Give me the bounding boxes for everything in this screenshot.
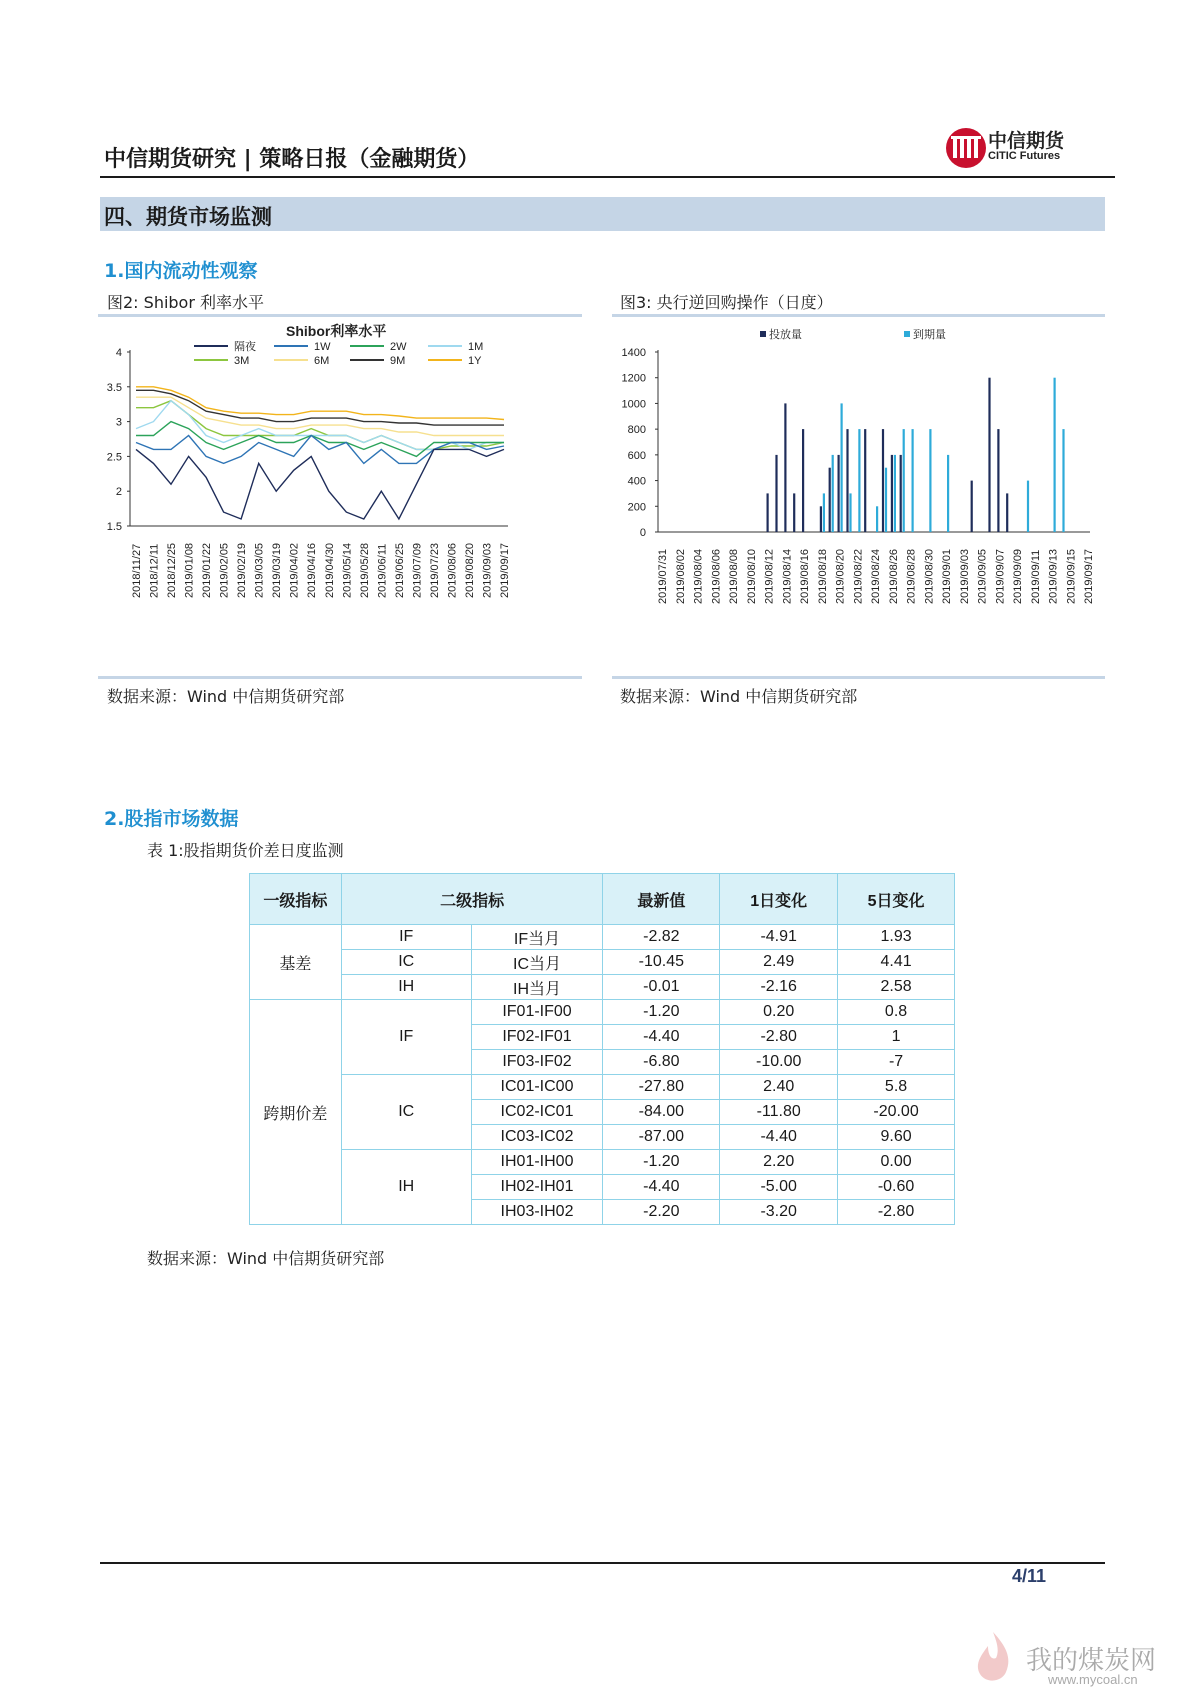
figure3-source: 数据来源：Wind 中信期货研究部 — [620, 687, 858, 706]
figure3-bottom-rule — [612, 676, 1105, 679]
legend-label: 1M — [468, 341, 484, 353]
bar-injection — [838, 455, 840, 532]
latest-value-cell: -1.20 — [603, 1000, 720, 1025]
bar-maturity — [912, 429, 914, 532]
x-tick-label: 2019/08/16 — [799, 548, 811, 604]
legend-label: 2W — [390, 341, 407, 353]
x-tick-label: 2019/08/04 — [692, 548, 705, 604]
repo-legend — [760, 327, 946, 341]
x-tick-label: 2019/08/14 — [781, 548, 794, 604]
series-line-6 — [136, 390, 504, 425]
flame-watermark-icon — [966, 1628, 1020, 1690]
series-line-0 — [136, 449, 504, 519]
subsection-heading-index: 2.股指市场数据 — [104, 808, 239, 830]
table-row — [250, 950, 955, 975]
x-tick-label: 2019/08/08 — [728, 548, 740, 604]
x-tick-label: 2019/09/05 — [976, 548, 989, 604]
bar-injection — [784, 403, 786, 532]
table-row — [250, 975, 955, 1000]
shibor-line-chart — [98, 318, 582, 674]
bar-injection — [864, 429, 866, 532]
header-1d-change: 1日变化 — [720, 874, 838, 925]
x-tick-label: 2019/08/22 — [852, 548, 865, 604]
x-tick-label: 2019/09/17 — [1083, 548, 1095, 604]
x-tick-label: 2019/08/18 — [816, 548, 829, 604]
legend-label: 隔夜 — [234, 341, 256, 353]
bar-injection — [891, 455, 893, 532]
figure2-caption: 图2: Shibor 利率水平 — [107, 293, 265, 312]
x-tick-label: 2019/01/22 — [201, 542, 214, 598]
table1-caption: 表 1:股指期货价差日度监测 — [147, 841, 344, 860]
contract-cell: IF — [341, 1000, 471, 1075]
spread-name-cell: IF01-IF00 — [471, 1000, 603, 1025]
latest-value-cell: -1.20 — [603, 1150, 720, 1175]
change-1d-cell: 2.40 — [720, 1075, 838, 1100]
legend-label: 投放量 — [769, 329, 802, 341]
change-5d-cell: 0.8 — [838, 1000, 955, 1025]
change-1d-cell: -11.80 — [720, 1100, 838, 1125]
x-tick-label: 2019/08/20 — [834, 548, 847, 604]
y-tick-label: 3 — [115, 416, 122, 429]
spread-name-cell: IH02-IH01 — [471, 1175, 603, 1200]
x-tick-label: 2019/09/03 — [481, 542, 494, 598]
header-level2: 二级指标 — [341, 874, 603, 925]
change-5d-cell: 9.60 — [838, 1125, 955, 1150]
legend-label: 到期量 — [913, 329, 946, 341]
contract-cell: IH — [341, 975, 471, 1000]
header-5d-change: 5日变化 — [838, 874, 955, 925]
x-tick-label: 2019/03/19 — [271, 542, 284, 598]
spread-name-cell: IH03-IH02 — [471, 1200, 603, 1225]
bar-maturity — [832, 455, 834, 532]
change-1d-cell: 2.49 — [720, 950, 838, 975]
bar-maturity — [1062, 429, 1064, 532]
bar-maturity — [823, 493, 825, 532]
change-1d-cell: 0.20 — [720, 1000, 838, 1025]
change-1d-cell: -4.40 — [720, 1125, 838, 1150]
x-tick-label: 2019/04/30 — [323, 542, 336, 598]
table1-source: 数据来源：Wind 中信期货研究部 — [147, 1249, 385, 1268]
x-tick-label: 2019/09/13 — [1047, 548, 1060, 604]
latest-value-cell: -2.82 — [603, 925, 720, 950]
shibor-y-axis — [107, 347, 130, 533]
bar-injection — [882, 429, 884, 532]
bar-maturity — [885, 468, 887, 532]
repo-x-axis — [657, 532, 1095, 604]
table-header-row — [250, 874, 955, 925]
spread-name-cell: IH01-IH00 — [471, 1150, 603, 1175]
y-tick-label: 1.5 — [106, 521, 122, 533]
shibor-x-axis — [130, 526, 511, 598]
x-tick-label: 2019/08/06 — [446, 542, 459, 598]
table-row — [250, 1150, 955, 1175]
change-5d-cell: 2.58 — [838, 975, 955, 1000]
bar-maturity — [1027, 481, 1029, 532]
y-tick-label: 2 — [115, 486, 122, 499]
x-tick-label: 2019/06/25 — [393, 542, 406, 598]
latest-value-cell: -6.80 — [603, 1050, 720, 1075]
bar-maturity — [929, 429, 931, 532]
x-tick-label: 2019/04/16 — [306, 542, 319, 598]
bar-injection — [971, 481, 973, 532]
spread-name-cell: IF当月 — [471, 925, 603, 950]
change-5d-cell: 1 — [838, 1025, 955, 1050]
x-tick-label: 2019/02/05 — [218, 542, 231, 598]
change-1d-cell: 2.20 — [720, 1150, 838, 1175]
change-5d-cell: -20.00 — [838, 1100, 955, 1125]
change-5d-cell: 5.8 — [838, 1075, 955, 1100]
x-tick-label: 2019/09/11 — [1029, 549, 1042, 604]
repo-bars — [767, 378, 1065, 532]
bar-injection — [997, 429, 999, 532]
x-tick-label: 2019/01/08 — [183, 542, 196, 598]
footer-divider — [100, 1562, 1105, 1564]
bar-maturity — [841, 403, 843, 532]
spread-monitor-table — [249, 873, 955, 1225]
contract-cell: IC — [341, 950, 471, 975]
x-tick-label: 2019/07/09 — [411, 542, 424, 598]
y-tick-label: 4 — [115, 347, 122, 359]
legend-label: 3M — [234, 355, 250, 367]
bar-maturity — [876, 506, 878, 532]
bar-injection — [900, 455, 902, 532]
shibor-chart-title: Shibor利率水平 — [286, 323, 387, 339]
y-tick-label: 3.5 — [106, 381, 122, 394]
change-1d-cell: -2.16 — [720, 975, 838, 1000]
bar-maturity — [947, 455, 949, 532]
latest-value-cell: -10.45 — [603, 950, 720, 975]
change-5d-cell: -0.60 — [838, 1175, 955, 1200]
x-tick-label: 2019/09/15 — [1065, 548, 1078, 604]
latest-value-cell: -4.40 — [603, 1175, 720, 1200]
change-1d-cell: -10.00 — [720, 1050, 838, 1075]
bar-injection — [775, 455, 777, 532]
shibor-series-lines — [136, 387, 504, 519]
bar-maturity — [849, 493, 851, 532]
spread-name-cell: IC当月 — [471, 950, 603, 975]
change-1d-cell: -2.80 — [720, 1025, 838, 1050]
x-tick-label: 2019/08/06 — [710, 548, 723, 604]
x-tick-label: 2019/08/30 — [923, 548, 936, 604]
x-tick-label: 2019/09/17 — [499, 542, 511, 598]
section-title: 四、期货市场监测 — [104, 205, 272, 229]
latest-value-cell: -0.01 — [603, 975, 720, 1000]
contract-cell: IF — [341, 925, 471, 950]
level1-cell: 跨期价差 — [250, 1000, 342, 1225]
x-tick-label: 2019/04/02 — [288, 542, 301, 598]
x-tick-label: 2019/08/28 — [905, 548, 918, 604]
logo-english-name: CITIC Futures — [988, 150, 1061, 162]
level1-cell: 基差 — [250, 925, 342, 1000]
y-tick-label: 600 — [627, 449, 646, 462]
change-1d-cell: -4.91 — [720, 925, 838, 950]
y-tick-label: 200 — [627, 501, 646, 514]
bar-maturity — [894, 455, 896, 532]
watermark-text: 我的煤炭网 — [1026, 1646, 1157, 1676]
spread-name-cell: IF03-IF02 — [471, 1050, 603, 1075]
series-line-7 — [136, 387, 504, 420]
contract-cell: IH — [341, 1150, 471, 1225]
x-tick-label: 2019/08/26 — [887, 548, 900, 604]
bar-injection — [767, 493, 769, 532]
latest-value-cell: -27.80 — [603, 1075, 720, 1100]
table-row — [250, 925, 955, 950]
figure2-top-rule — [98, 314, 582, 317]
x-tick-label: 2019/09/01 — [941, 548, 953, 604]
spread-name-cell: IF02-IF01 — [471, 1025, 603, 1050]
bar-injection — [829, 468, 831, 532]
spread-name-cell: IC03-IC02 — [471, 1125, 603, 1150]
shibor-legend — [194, 339, 483, 367]
y-tick-label: 1000 — [621, 398, 646, 411]
x-tick-label: 2019/08/10 — [745, 548, 758, 604]
latest-value-cell: -87.00 — [603, 1125, 720, 1150]
latest-value-cell: -84.00 — [603, 1100, 720, 1125]
legend-swatch — [904, 331, 910, 337]
x-tick-label: 2019/02/19 — [236, 542, 249, 598]
spread-name-cell: IC02-IC01 — [471, 1100, 603, 1125]
header-divider — [100, 176, 1115, 178]
header-latest: 最新值 — [603, 874, 720, 925]
x-tick-label: 2019/08/24 — [870, 548, 882, 604]
x-tick-label: 2019/09/07 — [994, 548, 1007, 604]
figure3-top-rule — [612, 314, 1105, 317]
latest-value-cell: -2.20 — [603, 1200, 720, 1225]
logo-chinese-name: 中信期货 — [988, 130, 1065, 152]
change-5d-cell: -2.80 — [838, 1200, 955, 1225]
bar-injection — [846, 429, 848, 532]
citic-emblem-icon — [944, 124, 990, 170]
change-5d-cell: -7 — [838, 1050, 955, 1075]
repo-y-axis — [622, 347, 658, 539]
table-row — [250, 1075, 955, 1100]
change-1d-cell: -5.00 — [720, 1175, 838, 1200]
page-number: 4/11 — [1012, 1566, 1047, 1586]
legend-label: 1Y — [468, 355, 482, 367]
x-tick-label: 2019/08/12 — [763, 548, 776, 604]
bar-injection — [820, 506, 822, 532]
bar-maturity — [903, 429, 905, 532]
x-tick-label: 2019/06/11 — [376, 543, 389, 598]
y-tick-label: 1400 — [621, 347, 646, 359]
x-tick-label: 2019/09/03 — [958, 548, 971, 604]
x-tick-label: 2018/12/11 — [148, 543, 161, 598]
spread-name-cell: IC01-IC00 — [471, 1075, 603, 1100]
x-tick-label: 2019/03/05 — [253, 542, 266, 598]
legend-label: 9M — [390, 355, 406, 367]
legend-swatch — [760, 331, 766, 337]
bar-injection — [1006, 493, 1008, 532]
figure2-bottom-rule — [98, 676, 582, 679]
x-tick-label: 2019/08/02 — [674, 548, 687, 604]
reverse-repo-bar-chart — [612, 318, 1105, 674]
x-tick-label: 2018/12/25 — [166, 542, 179, 598]
x-tick-label: 2018/11/27 — [131, 543, 143, 598]
subsection-heading-liquidity: 1.国内流动性观察 — [104, 260, 258, 282]
x-tick-label: 2019/09/09 — [1012, 548, 1024, 604]
y-tick-label: 800 — [627, 424, 646, 437]
change-5d-cell: 1.93 — [838, 925, 955, 950]
x-tick-label: 2019/08/20 — [463, 542, 476, 598]
bar-maturity — [1054, 378, 1056, 532]
legend-label: 1W — [314, 341, 331, 353]
bar-injection — [802, 429, 804, 532]
bar-injection — [988, 378, 990, 532]
y-tick-label: 1200 — [621, 372, 646, 385]
figure3-caption: 图3: 央行逆回购操作（日度） — [620, 293, 833, 312]
bar-injection — [793, 493, 795, 532]
watermark-url: www.mycoal.cn — [1048, 1672, 1138, 1687]
spread-name-cell: IH当月 — [471, 975, 603, 1000]
latest-value-cell: -4.40 — [603, 1025, 720, 1050]
change-5d-cell: 4.41 — [838, 950, 955, 975]
figure2-source: 数据来源：Wind 中信期货研究部 — [107, 687, 345, 706]
x-tick-label: 2019/07/31 — [657, 548, 669, 604]
y-tick-label: 2.5 — [106, 451, 122, 464]
x-tick-label: 2019/05/14 — [341, 542, 354, 598]
x-tick-label: 2019/05/28 — [358, 542, 371, 598]
change-1d-cell: -3.20 — [720, 1200, 838, 1225]
x-tick-label: 2019/07/23 — [428, 542, 441, 598]
contract-cell: IC — [341, 1075, 471, 1150]
header-level1: 一级指标 — [250, 874, 342, 925]
table-row — [250, 1000, 955, 1025]
legend-label: 6M — [314, 355, 330, 367]
report-title: 中信期货研究 | 策略日报（金融期货） — [104, 147, 480, 172]
change-5d-cell: 0.00 — [838, 1150, 955, 1175]
y-tick-label: 0 — [639, 527, 646, 539]
y-tick-label: 400 — [627, 475, 646, 488]
bar-maturity — [858, 429, 860, 532]
